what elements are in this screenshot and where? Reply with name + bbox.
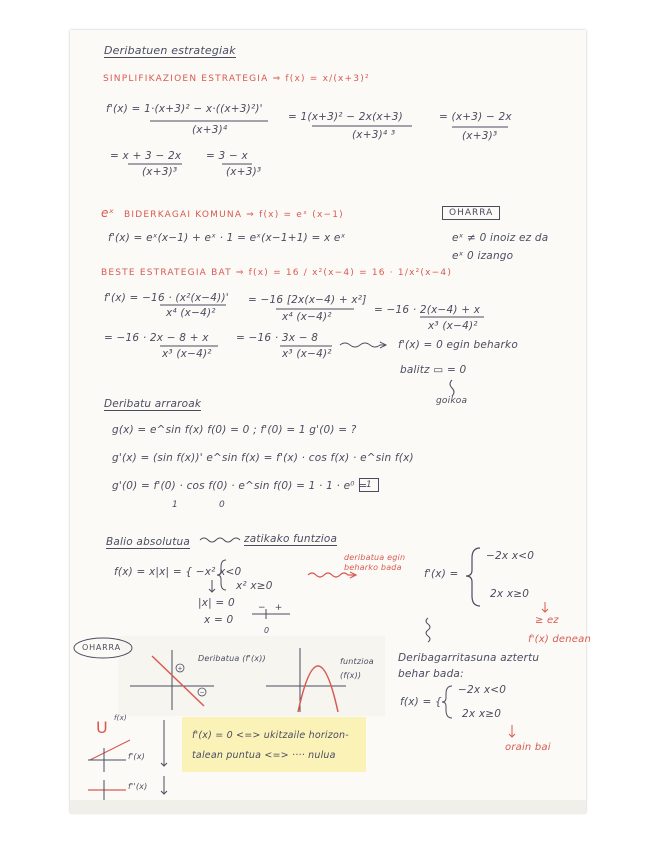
section5-sign-zero: 0 [264, 626, 270, 635]
section3-line1-a-den: x⁴ (x−4)² [166, 307, 216, 319]
down-arrow [209, 580, 215, 592]
section4-line2: g'(x) = (sin f(x))' e^sin f(x) = f'(x) · cos f(x) · e^sin f(x) [112, 452, 414, 464]
right-f-top: −2x x<0 [458, 684, 507, 696]
right-f-lhs: f(x) = { [400, 696, 442, 708]
note-line1: f'(x) = 0 <=> ukitzaile horizon- [192, 730, 349, 741]
section5-line1b: x² x≥0 [236, 580, 273, 592]
section5-red-note1: ≥ ez [535, 615, 559, 626]
section1-line1-mid-den: (x+3)⁴ ³ [352, 129, 396, 141]
section1-line1-left: f'(x) = 1·(x+3)² − x·((x+3)²)' [106, 103, 263, 115]
section5-deriv-lhs: f'(x) = [424, 568, 459, 580]
note-line2: talean puntua <=> ···· nulua [192, 750, 336, 761]
section3-line2-b-den: x³ (x−4)² [282, 348, 332, 360]
oharra-line2: eˣ 0 izango [452, 250, 514, 262]
right-f-bot: 2x x≥0 [462, 708, 502, 720]
right-note-line2: behar bada: [398, 668, 464, 680]
oharra-oval [74, 638, 132, 658]
red-down-arrow [509, 725, 515, 737]
section5-deriv-bot: 2x x≥0 [490, 588, 530, 600]
right-note-line1: Deribagarritasuna aztertu [398, 652, 540, 664]
derivative-line [152, 656, 204, 706]
section3-arrow-note: f'(x) = 0 egin beharko [398, 339, 518, 351]
left-brace [466, 548, 480, 606]
u-symbol: U [96, 718, 108, 737]
page-title: Deribatuen estrategiak [104, 44, 236, 57]
section5-line1: f(x) = x|x| = { −x² x<0 [114, 566, 242, 578]
squiggle-arrow [450, 380, 454, 396]
oharra-oval-label: OHARRA [82, 643, 121, 652]
section1-line2-a: = x + 3 − 2x [110, 150, 182, 162]
down-arrow [161, 776, 167, 794]
left-brace [217, 560, 226, 590]
section5-x-zero: x = 0 [204, 614, 234, 626]
section5-red-note2: f'(x) denean [528, 634, 592, 645]
section4-line1: g(x) = e^sin f(x) f(0) = 0 ; f'(0) = 1 g'(0) = ? [112, 424, 357, 436]
section4-line4: 1 0 [172, 500, 225, 510]
section3-line1-c: = −16 · 2(x−4) + x [374, 304, 481, 316]
u-sup-label: f(x) [114, 714, 127, 722]
section1-line2-a-den: (x+3)³ [142, 166, 178, 178]
section3-heading: BESTE ESTRATEGIA BAT ⇒ f(x) = 16 / x²(x−4) = 16 · 1/x²(x−4) [101, 268, 453, 278]
section5-red-note: deribatua egin beharko bada [344, 553, 406, 572]
red-down-arrow [542, 602, 548, 612]
section3-line1-c-den: x³ (x−4)² [428, 320, 478, 332]
section1-line2-b: = 3 − x [206, 150, 248, 162]
section4-heading: Deribatu arraroak [104, 398, 202, 410]
section3-line2-b: = −16 · 3x − 8 [236, 332, 319, 344]
minus-sign: − [199, 689, 205, 697]
section3-arrow-note2: balitz ▭ = 0 [400, 364, 467, 376]
wavy-arrow [200, 538, 240, 542]
section5-deriv-top: −2x x<0 [486, 550, 535, 562]
red-wavy-arrow [308, 572, 356, 578]
section4-line3: g'(0) = f'(0) · cos f(0) · e^sin f(0) = 1 · 1 · e⁰ = [112, 480, 368, 492]
parabola-curve [298, 666, 338, 712]
section3-line1-b-den: x⁴ (x−4)² [282, 311, 332, 323]
section5-sign-line: − + [258, 603, 283, 613]
section1-line1-mid: = 1(x+3)² − 2x(x+3) [288, 111, 403, 123]
squiggle-arrow [426, 618, 430, 642]
section3-line2-a-den: x³ (x−4)² [162, 348, 212, 360]
fprime-label: f'(x) [128, 752, 145, 761]
plus-sign: + [177, 665, 183, 673]
section1-line1-right: = (x+3) − 2x [439, 111, 512, 123]
section4-result-box: 1 [359, 478, 379, 492]
section3-line1-b: = −16 [2x(x−4) + x²] [248, 294, 367, 306]
section3-line2-a: = −16 · 2x − 8 + x [104, 332, 209, 344]
oharra-line1: eˣ ≠ 0 inoiz ez da [452, 232, 549, 244]
section5-heading-b: zatikako funtzioa [244, 533, 338, 545]
section1-line2-b-den: (x+3)³ [226, 166, 262, 178]
section3-line1-a: f'(x) = −16 · (x²(x−4))' [104, 292, 229, 304]
left-brace [442, 686, 452, 718]
oharra-box: OHARRA [442, 206, 500, 220]
section5-heading-a: Balio absolutua [106, 536, 191, 548]
goikoa-label: goikoa [436, 396, 468, 406]
down-arrow [161, 720, 167, 766]
section1-line1-den: (x+3)⁴ [192, 124, 228, 136]
funtzioa-label: funtzioa (f(x)) [340, 657, 374, 680]
section1-heading: SINPLIFIKAZIOEN ESTRATEGIA ⇒ f(x) = x/(x+3)² [103, 74, 370, 84]
orain-bai-label: orain bai [505, 742, 551, 753]
section2-heading-ex: eˣ [101, 206, 115, 220]
mini-red-line [90, 740, 130, 760]
fdouble-label: f''(x) [128, 782, 148, 791]
wavy-arrow [340, 342, 386, 348]
section2-heading: BIDERKAGAI KOMUNA ⇒ f(x) = eˣ (x−1) [124, 210, 344, 220]
section5-abs-zero: |x| = 0 [198, 597, 235, 609]
section1-line1-right-den: (x+3)³ [462, 130, 498, 142]
deribatua-label: Deribatua (f'(x)) [198, 654, 266, 663]
section2-line1: f'(x) = eˣ(x−1) + eˣ · 1 = eˣ(x−1+1) = x eˣ [108, 232, 346, 244]
